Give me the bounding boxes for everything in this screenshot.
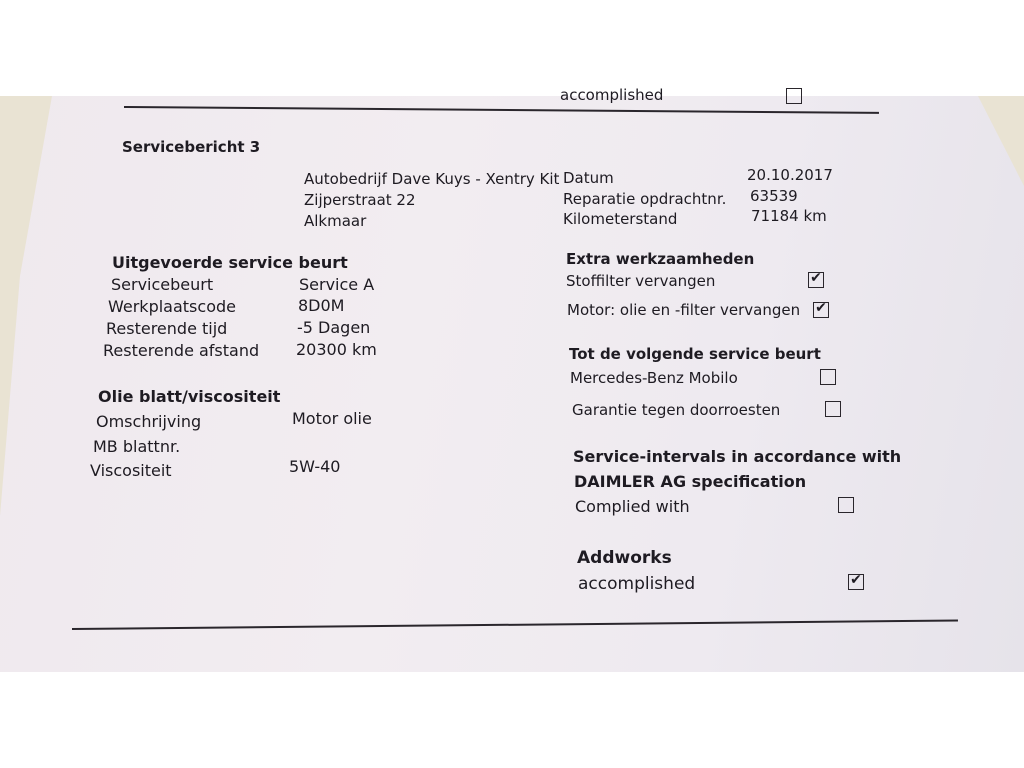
meta-label-mileage: Kilometerstand bbox=[563, 210, 678, 228]
meta-value-date: 20.10.2017 bbox=[747, 166, 833, 184]
intervals-heading-line1: Service-intervals in accordance with bbox=[573, 447, 902, 466]
dealer-name: Autobedrijf Dave Kuys - Xentry Kit bbox=[304, 170, 560, 188]
next-service-item-label: Mercedes-Benz Mobilo bbox=[570, 369, 738, 387]
addworks-item-checkbox[interactable] bbox=[848, 574, 864, 590]
photo-scene bbox=[0, 86, 1024, 672]
oil-value-viscosity: 5W-40 bbox=[289, 457, 341, 476]
oil-heading: Olie blatt/viscositeit bbox=[98, 387, 281, 406]
top-divider bbox=[124, 106, 879, 114]
service-label-time: Resterende tijd bbox=[106, 319, 228, 338]
service-heading: Uitgevoerde service beurt bbox=[112, 253, 348, 272]
extra-heading: Extra werkzaamheden bbox=[566, 250, 755, 268]
service-label-distance: Resterende afstand bbox=[103, 341, 260, 360]
extra-item-checkbox[interactable] bbox=[813, 302, 829, 318]
extra-item-label: Motor: olie en -filter vervangen bbox=[567, 301, 801, 319]
cut-off-checkbox bbox=[786, 88, 802, 104]
service-label-code: Werkplaatscode bbox=[108, 297, 236, 316]
next-service-item-checkbox[interactable] bbox=[820, 369, 836, 385]
oil-label-description: Omschrijving bbox=[96, 412, 202, 431]
extra-item-checkbox[interactable] bbox=[808, 272, 824, 288]
dealer-street: Zijperstraat 22 bbox=[304, 191, 416, 209]
document-title: Servicebericht 3 bbox=[122, 138, 261, 156]
bottom-divider bbox=[72, 619, 958, 630]
cut-off-text: accomplished bbox=[560, 86, 664, 104]
oil-label-viscosity: Viscositeit bbox=[90, 461, 172, 480]
addworks-heading: Addworks bbox=[577, 548, 672, 568]
next-service-item-label: Garantie tegen doorroesten bbox=[572, 401, 781, 419]
service-value-type: Service A bbox=[299, 275, 375, 294]
oil-label-blatt: MB blattnr. bbox=[93, 437, 181, 456]
service-value-code: 8D0M bbox=[298, 296, 345, 315]
check-mark-icon: ✔ bbox=[810, 270, 822, 286]
service-value-distance: 20300 km bbox=[296, 340, 377, 359]
oil-value-description: Motor olie bbox=[292, 409, 372, 428]
addworks-item-label: accomplished bbox=[578, 574, 696, 594]
meta-label-date: Datum bbox=[563, 169, 614, 187]
service-document bbox=[0, 86, 1024, 672]
next-service-item-checkbox[interactable] bbox=[825, 401, 841, 417]
next-service-heading: Tot de volgende service beurt bbox=[569, 345, 821, 363]
intervals-item-checkbox[interactable] bbox=[838, 497, 854, 513]
intervals-item-label: Complied with bbox=[575, 497, 690, 516]
meta-value-mileage: 71184 km bbox=[751, 207, 827, 225]
check-mark-icon: ✔ bbox=[850, 572, 862, 588]
dealer-city: Alkmaar bbox=[304, 212, 367, 230]
check-mark-icon: ✔ bbox=[815, 300, 827, 316]
intervals-heading-line2: DAIMLER AG specification bbox=[574, 472, 807, 491]
extra-item-label: Stoffilter vervangen bbox=[566, 272, 716, 290]
meta-label-order: Reparatie opdrachtnr. bbox=[563, 190, 727, 208]
meta-value-order: 63539 bbox=[750, 187, 798, 205]
service-label-type: Servicebeurt bbox=[111, 275, 214, 294]
service-value-time: -5 Dagen bbox=[297, 318, 371, 337]
